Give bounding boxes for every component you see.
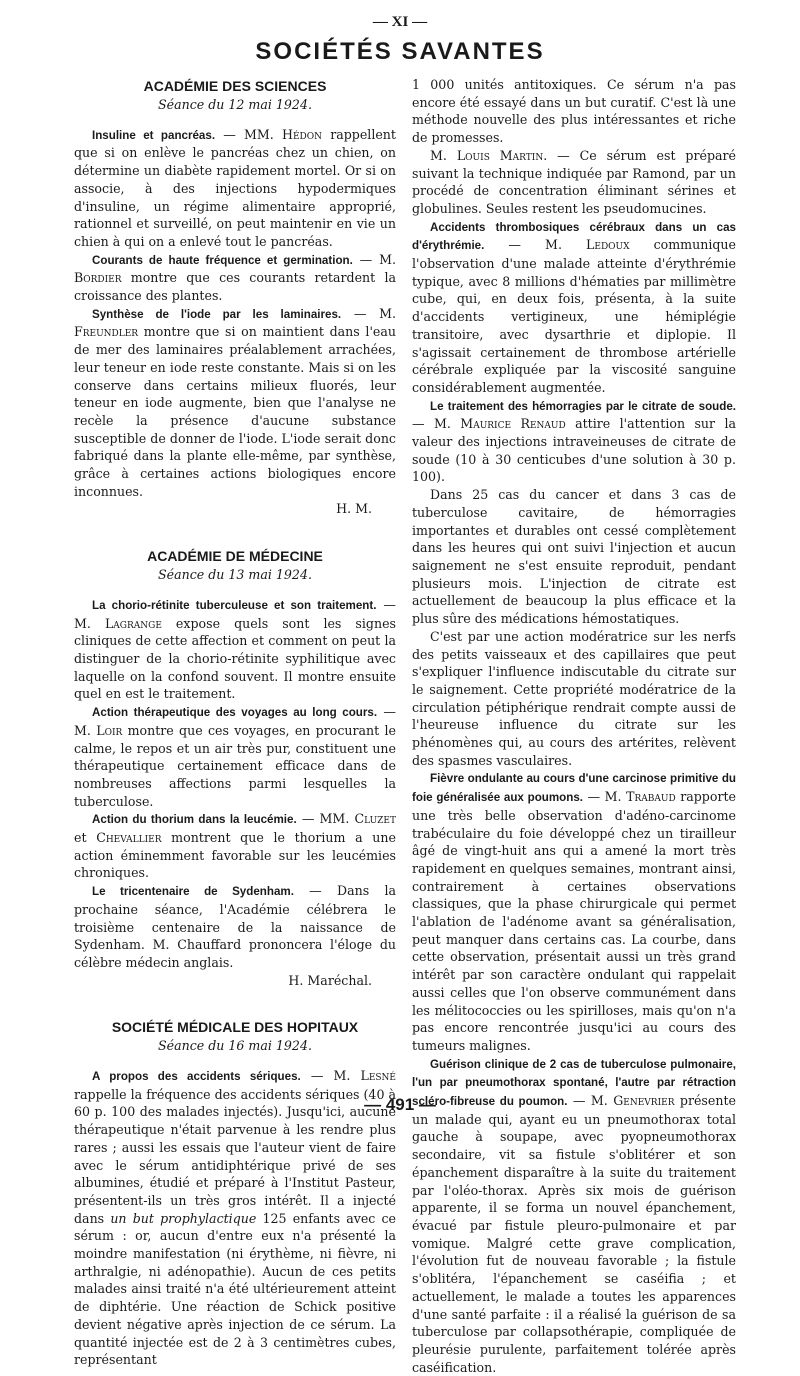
dash: — M. [300,1068,361,1084]
dash: — M. [583,789,627,805]
article-topic: Synthèse de l'iode par les laminaires. [92,307,342,321]
article-topic: Guérison clinique de 2 cas de tuberculose pulmonaire, l'un par pneumothorax spontané, l'autre par rétraction scléro-fibreuse du poumon. [412,1057,736,1109]
right-column [412,76,736,1375]
italic-phrase: un but prophylactique [110,1210,257,1226]
spacer [74,518,396,546]
session-date: Séance du 12 mai 1924. [158,97,312,112]
article-text: 125 enfants avec ce sérum : or, aucun d'entre eux n'a présenté la moindre manifestation (ni érythème, ni fièvre, ni arthralgie, ni adénopathie). Aucun de ces petits malades ainsi traité n'a été ultérieurement atteint de diphtérie. Une réaction de Schick positive devient négative après injection de ce sérum. La quantité injectée est de 2 à 3 centimètres cubes, représentant [74,1210,397,1368]
article-text: montre que ces voyages, en procurant le calme, le repos et un air très pur, constituent une thérapeutique certainement efficace dans de nombreuses affections parmi lesquelles la tuberculose. [74,722,396,809]
article-paragraph [74,810,396,882]
article-text: communique l'observation d'une malade atteinte d'érythrémie typique, avec 8 millions d'hématies par millimètre cube, qui, en deux fois, présenta, à la suite d'accidents vertigineux, une hémiplégie transitoire, avec dysarthrie et diplopie. Il s'agissait certainement de thrombose artérielle cérébrale expliquée par la viscosité sanguine considérablement augmentée. [412,237,736,395]
dash: — M. [74,596,396,631]
article-topic: Le tricentenaire de Sydenham. [92,885,294,899]
author-name: Freundler [74,324,139,340]
article-paragraph [74,251,396,305]
signature: H. Maréchal. [288,972,372,988]
article-text: rappelle la fréquence des accidents sériques (40 à 60 p. 100 des malades injectés). Jusqu'ici, aucune thérapeutique n'était parvenue à les rendre plus rares ; aussi les essais que l'auteur vient de faire avec le sérum antidiphtérique privé de ses albumines, étudié et préparé à l'Institut Pasteur, présentent-ils un très gros intérêt. Il a injecté dans [74,1086,396,1226]
article-text: . — Ce sérum est préparé suivant la technique indiquée par Ramond, par un procédé de concentration éliminant sérines et globulines. Seules restent les pseudomucines. [412,147,736,216]
author-name: Bordier [74,270,122,286]
article-paragraph [412,218,736,397]
article-paragraph: C'est par une action modératrice sur les nerfs des petits vaisseaux et des capillaires que peut s'expliquer l'influence indiscutable du citrate sur le saignement. Cette propriété modératrice de la circulation pétiphérique rendrait compte aussi de l'heureuse influence du citrate sur les phénomènes qui, au cours des artérites, relèvent des spasmes vasculaires. [412,628,736,768]
author-name: Louis Martin [456,147,544,163]
article-topic: Accidents thrombosiques cérébraux dans un cas d'érythrémie. [412,220,736,253]
spacer [74,989,396,1017]
article-paragraph [74,703,396,810]
dash: — M. [341,305,397,321]
article-paragraph [412,147,736,218]
dash: M. [430,147,457,163]
author-name: Cluzet [354,811,397,827]
signature: H. M. [336,501,372,517]
article-text: expose quels sont les signes cliniques de cette affection et comment on peut la distinguer de la chorio-rétinite syphilitique avec laquelle on la confond souvent. Il montre ensuite quel en est le traitement. [74,615,396,702]
article-topic: A propos des accidents sériques. [92,1070,301,1084]
author-name: Loir [96,722,123,738]
section-title-academie-medecine: ACADÉMIE DE MÉDECINE [147,548,323,565]
author-name: Hédon [281,126,323,142]
article-paragraph [74,305,396,501]
article-text: présente un malade qui, ayant eu un pneumothorax total gauche à soupape, avec pyopneumothorax secondaire, vit sa fistule s'oblitérer et son épanchement disparaître à la suite du traitement par l'oléo-thorax. Après six mois de guérison apparente, il se forma un nouvel épanchement, évacué par fistule pleuro-pulmonaire et par vomique. Malgré cette grave complication, l'évolution fut de nouveau favorable ; la fistule s'oblitéra, l'épanchement se caséifia ; et actuellement, le malade a toutes les apparences d'une santé parfaite : il a réalisé la guérison de sa tuberculose par collapsothérapie, compliquée de pleurésie purulente, parfaitement tolérée après caséification. [412,1093,736,1375]
article-text: — Dans la prochaine séance, l'Académie célébrera le troisième centenaire de la naissance de Sydenham. M. Chauffard prononcera l'éloge du célèbre médecin anglais. [74,883,396,970]
article-text: montrent que le thorium a une action éminemment favorable sur les leucémies chroniques. [74,830,396,881]
article-topic: Action du thorium dans la leucémie. [92,813,297,827]
dash: — MM. [296,811,355,827]
session-date: Séance du 16 mai 1924. [158,1038,312,1054]
article-text: attire l'attention sur la valeur des injections intraveineuses de citrate de soude (10 à 30 centicubes d'une solution à 30 p. 100). [412,416,736,485]
article-paragraph [412,397,736,487]
page-number: — 491 — [364,1095,436,1114]
section-title-societe-hopitaux: SOCIÉTÉ MÉDICALE DES HOPITAUX [111,1019,359,1036]
author-name: Lagrange [104,615,162,631]
article-paragraph [412,769,736,1054]
roman-folio: — XI — [372,14,428,30]
section-title-academie-sciences: ACADÉMIE DES SCIENCES [143,78,327,94]
dash: — M. [567,1093,614,1109]
article-topic: La chorio-rétinite tuberculeuse et son traitement. [92,598,377,612]
article-topic: Courants de haute fréquence et germination. [92,253,353,267]
article-topic: Le traitement des hémorragies par le citrate de soude. [430,399,736,413]
article-paragraph: Dans 25 cas du cancer et dans 3 cas de tuberculose cavitaire, de hémorragies importantes et durables ont cessé complètement dans les heures qui ont suivi l'injection et aucun saignement ne s'est ensuite reproduit, pendant plusieurs mois. L'injection de citrate est actuellement de beaucoup la plus efficace et la plus sûre des médications hémostatiques. [412,487,736,627]
article-continuation: 1 000 unités antitoxiques. Ce sérum n'a pas encore été essayé dans un but curatif. C'est là une méthode nouvelle des plus intéressantes et riche de promesses. [412,77,736,146]
dash: — M. [484,237,587,253]
author-name: Ledoux [586,237,630,253]
dash: — MM. [215,126,282,142]
author-name: Chevallier [96,830,162,846]
dash: — M. [352,251,397,267]
article-paragraph [74,596,396,703]
author-name: Trabaud [626,789,676,805]
page-title: SOCIÉTÉS SAVANTES [255,38,545,65]
article-text: rapporte une très belle observation d'adéno-carcinome trabéculaire du foie développé chez un tirailleur âgé de vingt-huit ans qui a amené la mort très rapidement en quelques semaines, montrant ainsi, contrairement à certaines observations classiques, que la phase chirurgicale qui permet l'ablation de l'adénome avant sa généralisation, peut manquer dans certains cas. La courbe, dans cette observation, présentait aussi un très grand intérêt par son caractère ondulant qui rappelait aussi celles que l'on observe communément dans les mélitococcies ou les spirilloses, mais qu'on n'a pas encore rencontrée jusqu'ici au cours des tumeurs malignes. [412,789,736,1053]
article-topic: Insuline et pancréas. [92,128,216,142]
article-paragraph [74,126,396,251]
article-topic: Action thérapeutique des voyages au long cours. [92,706,378,720]
left-column [74,76,397,1368]
author-name: Maurice Renaud [460,416,566,432]
dash: — M. [74,704,396,738]
article-paragraph [74,882,396,972]
conjunction: et [74,830,97,846]
article-text: montre que si on maintient dans l'eau de mer des laminaires préalablement arrachées, leur teneur en iode reste constante. Mais si on les conserve dans certains milieux fluorés, leur teneur en iode augmente, bien que l'analyse ne recèle la présence d'aucune substance susceptible de donner de l'iode. L'iode serait donc fabriqué dans la plante elle-même, par synthèse, grâce à certaines actions biologiques encore inconnues. [74,324,396,499]
session-date: Séance du 13 mai 1924. [158,567,312,583]
article-text: montre que ces courants retardent la croissance des plantes. [74,270,396,304]
author-name: Genevrier [613,1093,675,1109]
author-name: Lesné [360,1068,396,1084]
article-text: rappellent que si on enlève le pancréas chez un chien, on détermine un diabète rapidement mortel. Or si on associe, à des injections hypodermiques d'insuline, un régime alimentaire approprié, rationnel et surveillé, on peut maintenir en vie un chien à qui on a enlevé tout le pancréas. [74,126,396,249]
dash: — M. [412,416,461,432]
article-topic: Fièvre ondulante au cours d'une carcinose primitive du foie généralisée aux poumons. [412,772,736,805]
